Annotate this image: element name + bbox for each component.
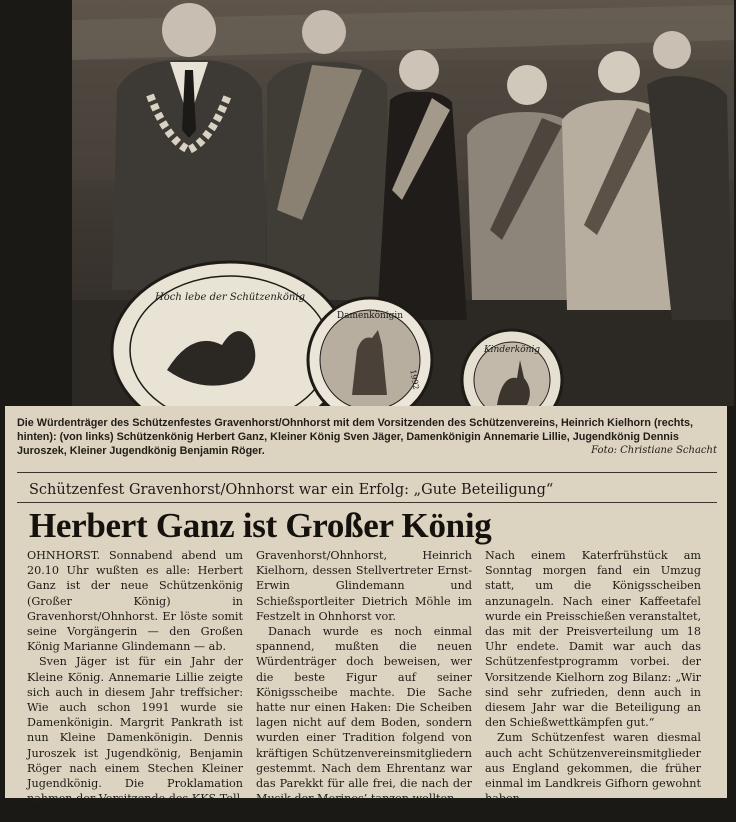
plate-middle-year: 1992 bbox=[408, 368, 421, 391]
divider-top bbox=[17, 472, 717, 473]
group-photo-illustration bbox=[72, 0, 734, 406]
newspaper-photo bbox=[72, 0, 734, 406]
divider-kicker bbox=[17, 502, 717, 503]
plate-small-label: Kinderkönig bbox=[483, 345, 541, 355]
article-headline: Herbert Ganz ist Großer König bbox=[29, 506, 492, 545]
column-1-paragraph-2: Sven Jäger ist für ein Jahr der Kleine König. Annemarie Lillie zeigte sich auch in diesem Jahr treffsicher: Wie auch schon 1991 wurde sie Damenkönigin. Margrit Pankrath ist nun Kleine Damenkönigin. Dennis Juroszek ist Jugendkönig, Benjamin Röger nach einem Stechen Kleiner Jugendkönig. Die Proklamation nahmen der Vorsitzende des KKS Tell bbox=[27, 655, 243, 806]
plate-middle-label: Damenkönigin bbox=[336, 311, 404, 321]
column-2-paragraph-2: Danach wurde es noch einmal spannend, mußten die neuen Würdenträger doch beweisen, wer die beste Figur auf seiner Königsscheibe machte. Die Sache hatte nur einen Haken: Die Scheiben lagen nicht auf dem Boden, sondern wurden einer Tradition folgend von kräftigen Schützenvereinsmitgliedern gestemmt. Nach dem Ehrentanz war das Parekkt für alle frei, die nach der Musik der Morinos’ tanzen wollten. bbox=[256, 625, 472, 806]
photo-credit: Foto: Christiane Schacht bbox=[591, 445, 717, 456]
article-column-3 bbox=[485, 548, 701, 822]
photo-caption bbox=[17, 416, 717, 458]
column-2-paragraph-1: Gravenhorst/Ohnhorst, Heinrich Kielhorn, dessen Stellvertreter Ernst-Erwin Glindemann und Schießsportleiter Dietrich Möhle im Festzelt in Ohnhorst vor. bbox=[256, 549, 472, 623]
article-column-1 bbox=[27, 548, 243, 806]
newspaper-clipping bbox=[5, 406, 727, 821]
author-signature: gchs bbox=[674, 807, 701, 821]
column-3-paragraph-2: Zum Schützenfest waren diesmal auch acht Schützenvereinsmitglieder aus England gekommen, die früher einmal im Landkreis Gifhorn gewohnt haben. bbox=[485, 731, 701, 806]
column-1-paragraph-1: OHNHORST. Sonnabend abend um 20.10 Uhr wußten es alle: Herbert Ganz ist der neue Schützenkönig (Großer König) in Gravenhorst/Ohnhorst. Er löste somit seine Vorgängerin — den Großen König Marianne Glindemann — ab. bbox=[27, 549, 243, 654]
caption-text: Die Würdenträger des Schützenfestes Gravenhorst/Ohnhorst mit dem Vorsitzenden des Schützenvereins, Heinrich Kielhorn (rechts, hinten): (von links) Schützenkönig Herbert Ganz, Kleiner König Sven Jäger, Damenkönigin Annemarie Lillie, Jugendkönig Dennis Juroszek, Kleiner Jugendkönig Benjamin Röger. bbox=[17, 417, 693, 457]
article-column-2 bbox=[256, 548, 472, 806]
koenigsscheibe-damen bbox=[308, 298, 432, 406]
plate-large-label: Hoch lebe der Schützenkönig bbox=[155, 292, 305, 303]
column-3-paragraph-1: Nach einem Katerfrühstück am Sonntag morgen fand ein Umzug statt, um die Königsscheiben anzunageln. Nach einer Kaffeetafel wurde ein Preisschießen veranstaltet, das mit der Preisverteilung um 18 Uhr endete. Damit war auch das Schützenfestprogramm vorbei. der Vorsitzende Kielhorn zog Bilanz: „Wir sind sehr zufrieden, denn auch in diesem Jahr war die Beteiligung an den Schießwettkämpfen gut.“ bbox=[485, 549, 701, 730]
article-kicker: Schützenfest Gravenhorst/Ohnhorst war ein Erfolg: „Gute Beteiligung“ bbox=[29, 482, 554, 498]
